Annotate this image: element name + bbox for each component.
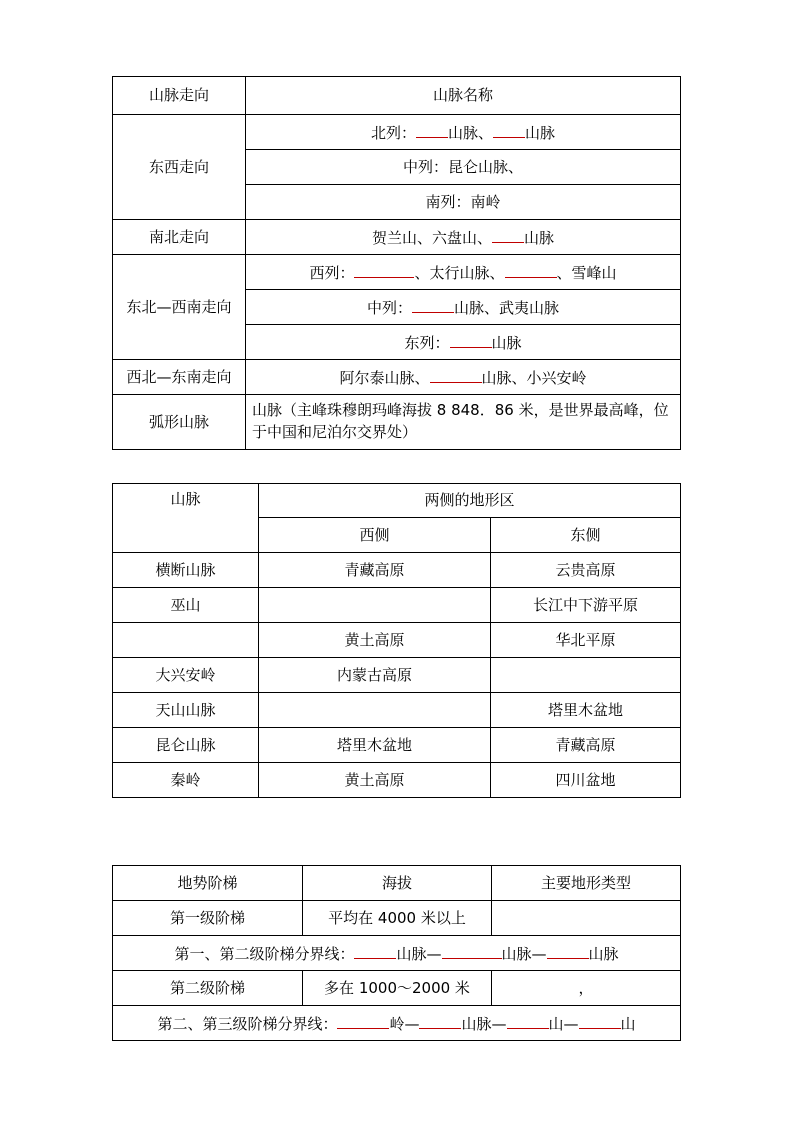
ew-north-row: [246, 115, 681, 150]
fill-blank[interactable]: [416, 122, 448, 138]
label: 中列：: [366, 298, 412, 317]
label: 山脉—: [396, 944, 442, 963]
direction-arc: 弧形山脉: [113, 395, 246, 450]
header-east: 东侧: [491, 518, 681, 553]
header-direction: 山脉走向: [113, 77, 246, 115]
label: 西列：: [309, 263, 355, 282]
west-cell: 黄土高原: [259, 623, 491, 658]
nesw-middle-row: [246, 290, 681, 325]
west-cell[interactable]: [259, 693, 491, 728]
label: 贺兰山、六盘山、: [371, 228, 492, 247]
west-cell: 塔里木盆地: [259, 728, 491, 763]
mountain-direction-table: [112, 76, 681, 450]
step2-terrain[interactable]: ，: [492, 971, 681, 1006]
label: 东列：: [404, 333, 450, 352]
range-cell[interactable]: [113, 623, 259, 658]
label: 山: [620, 1014, 636, 1033]
label: 岭—: [389, 1014, 420, 1033]
label: 、太行山脉、: [414, 263, 505, 282]
label: 北列：: [370, 123, 416, 142]
fill-blank[interactable]: [579, 1013, 621, 1029]
header-west: 西侧: [259, 518, 491, 553]
range-cell: 天山山脉: [113, 693, 259, 728]
fill-blank[interactable]: [547, 943, 589, 959]
header-terrain: 主要地形类型: [492, 866, 681, 901]
range-cell: 大兴安岭: [113, 658, 259, 693]
header-range: 山脉: [113, 484, 259, 553]
east-cell: 云贵高原: [491, 553, 681, 588]
table-row: [113, 693, 681, 728]
header-elevation: 海拔: [303, 866, 492, 901]
label: 山脉: [524, 228, 555, 247]
range-cell: 秦岭: [113, 763, 259, 798]
fill-blank[interactable]: [493, 122, 525, 138]
range-cell: 横断山脉: [113, 553, 259, 588]
fill-blank[interactable]: [450, 332, 492, 348]
label: 、雪峰山: [556, 263, 617, 282]
fill-blank[interactable]: [442, 943, 502, 959]
table-row: [113, 588, 681, 623]
table-row: [113, 728, 681, 763]
ew-south-row: 南列：南岭: [246, 185, 681, 220]
range-cell: 昆仑山脉: [113, 728, 259, 763]
fill-blank[interactable]: [507, 1013, 549, 1029]
west-cell[interactable]: [259, 588, 491, 623]
fill-blank[interactable]: [505, 262, 557, 278]
fill-blank[interactable]: [492, 227, 524, 243]
west-cell: 黄土高原: [259, 763, 491, 798]
label: 山—: [548, 1014, 579, 1033]
east-cell: 长江中下游平原: [491, 588, 681, 623]
header-step: 地势阶梯: [113, 866, 303, 901]
label: 山脉、武夷山脉: [454, 298, 560, 317]
label: 阿尔泰山脉、: [339, 368, 430, 387]
direction-ns: 南北走向: [113, 220, 246, 255]
step1-elevation: 平均在 4000 米以上: [303, 901, 492, 936]
east-cell: 青藏高原: [491, 728, 681, 763]
fill-blank[interactable]: [337, 1013, 389, 1029]
table-row: [113, 763, 681, 798]
label: 山脉: [525, 123, 556, 142]
step2-elevation: 多在 1000～2000 米: [303, 971, 492, 1006]
fill-blank[interactable]: [419, 1013, 461, 1029]
terrain-steps-table: [112, 865, 681, 1041]
arc-row: 山脉（主峰珠穆朗玛峰海拔 8 848．86 米，是世界最高峰，位于中国和尼泊尔交界处）: [246, 395, 681, 450]
fill-blank[interactable]: [430, 367, 482, 383]
label: 第一、第二级阶梯分界线：: [174, 944, 355, 963]
west-cell: 青藏高原: [259, 553, 491, 588]
table-row: [113, 623, 681, 658]
west-cell: 内蒙古高原: [259, 658, 491, 693]
boundary-line-2: [113, 1006, 681, 1041]
nesw-west-row: [246, 255, 681, 290]
nwse-row: [246, 360, 681, 395]
nesw-east-row: [246, 325, 681, 360]
mountain-sides-table: [112, 483, 681, 798]
header-sides: 两侧的地形区: [259, 484, 681, 518]
label: 山脉: [588, 944, 619, 963]
label: 山脉: [491, 333, 522, 352]
east-cell: 华北平原: [491, 623, 681, 658]
label: 山脉—: [461, 1014, 507, 1033]
label: 山脉—: [501, 944, 547, 963]
header-name: 山脉名称: [246, 77, 681, 115]
step2-name: 第二级阶梯: [113, 971, 303, 1006]
range-cell: 巫山: [113, 588, 259, 623]
fill-blank[interactable]: [412, 297, 454, 313]
step1-terrain[interactable]: [492, 901, 681, 936]
label: 山脉、: [447, 123, 493, 142]
table-row: [113, 553, 681, 588]
step1-name: 第一级阶梯: [113, 901, 303, 936]
direction-ew: 东西走向: [113, 115, 246, 220]
fill-blank[interactable]: [354, 262, 414, 278]
ew-middle-row: 中列：昆仑山脉、: [246, 150, 681, 185]
ns-row: [246, 220, 681, 255]
east-cell: 四川盆地: [491, 763, 681, 798]
east-cell[interactable]: [491, 658, 681, 693]
boundary-line-1: [113, 936, 681, 971]
label: 山脉、小兴安岭: [481, 368, 587, 387]
fill-blank[interactable]: [354, 943, 396, 959]
table-row: [113, 658, 681, 693]
label: 第二、第三级阶梯分界线：: [157, 1014, 338, 1033]
east-cell: 塔里木盆地: [491, 693, 681, 728]
direction-nw-se: 西北—东南走向: [113, 360, 246, 395]
direction-ne-sw: 东北—西南走向: [113, 255, 246, 360]
